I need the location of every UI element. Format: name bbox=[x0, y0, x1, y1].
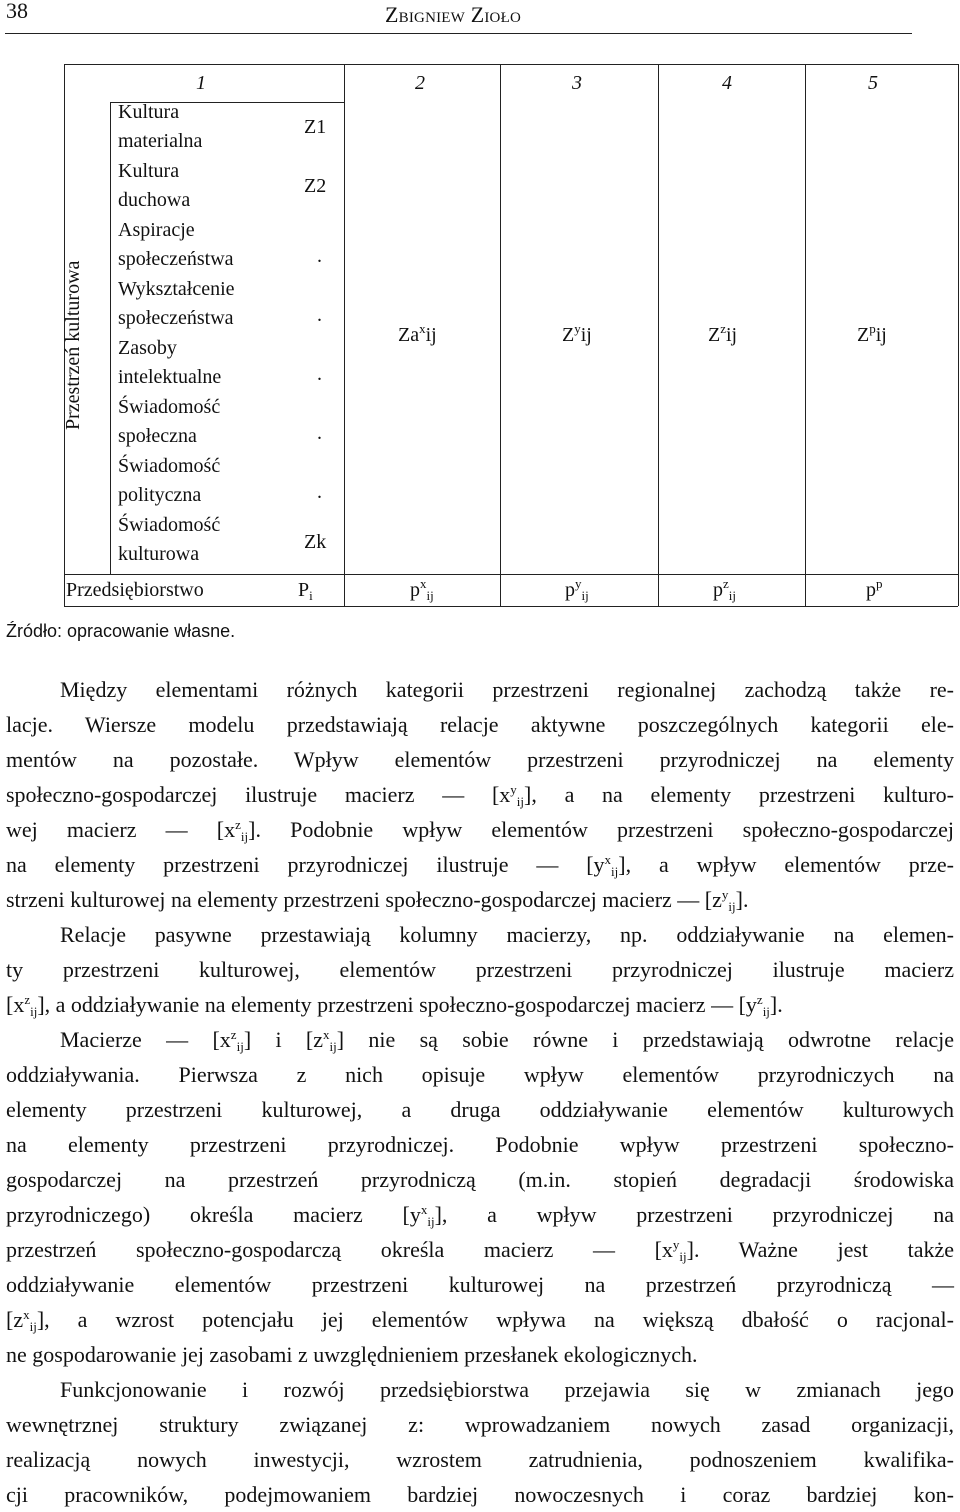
column-number-1: 1 bbox=[196, 72, 206, 94]
p2-line-3: $[x^z_{ij}]$, a oddziaływanie na elementy przestrzeni społeczno-gospodarczej macierz — $[y^z_{ij}]$. bbox=[6, 992, 783, 1019]
vertical-label: Przestrzeń kulturowa bbox=[62, 260, 84, 430]
enterprise-label: Przedsiębiorstwo bbox=[66, 579, 204, 601]
enterprise-cell-y: $p^y_{ij}$ bbox=[565, 576, 589, 603]
p2-line-2: ty przestrzeni kulturowej, elementów przestrzeni przyrodniczej ilustruje macierz bbox=[6, 957, 954, 982]
p4-line-3: realizacją nowych inwestycji, wzrostem zatrudnienia, podnoszeniem kwalifika- bbox=[6, 1447, 954, 1472]
enterprise-cell-x: $p^x_{ij}$ bbox=[410, 576, 434, 603]
row-6-label-line1: Świadomość bbox=[118, 396, 221, 418]
row-7-label-line1: Świadomość bbox=[118, 455, 221, 477]
row-7-code: . bbox=[317, 481, 322, 503]
body-text bbox=[6, 672, 954, 1512]
p3-line-3: elementy przestrzeni kulturowej, a druga oddziaływanie elementów kulturowych bbox=[6, 1097, 954, 1122]
table-border-top bbox=[64, 64, 958, 65]
p4-line-2: wewnętrznej struktury związanej z: wprowadzaniem nowych zasad organizacji, bbox=[6, 1412, 954, 1437]
row-2-code: Z2 bbox=[304, 175, 327, 197]
matrix-label-za-x: Za$^x$ij bbox=[398, 321, 437, 346]
p1-line-3: mentów na pozostałe. Wpływ elementów przestrzeni przyrodniczej na elementy bbox=[6, 747, 954, 772]
row-3-label-line1: Aspiracje bbox=[118, 219, 195, 241]
row-5-code: . bbox=[317, 363, 322, 385]
page-number: 38 bbox=[6, 0, 28, 23]
p3-line-4: na elementy przestrzeni przyrodniczej. Podobnie wpływ przestrzeni społeczno- bbox=[6, 1132, 954, 1157]
p2-line-1: Relacje pasywne przestawiają kolumny macierzy, np. oddziaływanie na elemen- bbox=[60, 922, 954, 947]
table-border-right bbox=[958, 64, 959, 606]
row-4-label-line2: społeczeństwa bbox=[118, 307, 234, 329]
running-head: Zbigniew Zioło bbox=[385, 2, 521, 27]
row-5-label-line1: Zasoby bbox=[118, 337, 177, 359]
row-8-label-line2: kulturowa bbox=[118, 543, 200, 565]
enterprise-cell-z: $p^z_{ij}$ bbox=[713, 576, 737, 603]
p3-line-6: przyrodniczego) określa macierz $[y^x_{ij}]$, a wpływ przestrzeni przyrodniczej na bbox=[6, 1202, 954, 1229]
p1-line-1: Między elementami różnych kategorii przestrzeni regionalnej zachodzą także re- bbox=[60, 677, 954, 702]
col-divider-3 bbox=[500, 64, 501, 606]
row-4-label-line1: Wykształcenie bbox=[118, 278, 235, 300]
row-8-label-line1: Świadomość bbox=[118, 514, 221, 536]
row-2-label-line1: Kultura bbox=[118, 160, 180, 182]
col-divider-2 bbox=[344, 64, 345, 606]
table-border-bottom bbox=[64, 606, 958, 607]
row-3-label-line2: społeczeństwa bbox=[118, 248, 234, 270]
enterprise-row-divider bbox=[64, 574, 958, 575]
matrix-label-z-y: $Z^yij$ bbox=[562, 321, 592, 346]
matrix-label-z-p: $Z^pij$ bbox=[857, 321, 887, 346]
row-1-label-line2: materialna bbox=[118, 130, 203, 152]
row-1-code: Z1 bbox=[304, 116, 327, 138]
column-number-5: 5 bbox=[868, 72, 878, 94]
p1-line-4: społeczno-gospodarczej ilustruje macierz — $[x^y_{ij}]$, a na elementy przestrzeni kulturo- bbox=[6, 782, 954, 809]
row-3-code: . bbox=[317, 245, 322, 267]
row-8-code: Zk bbox=[304, 531, 327, 553]
row-2-label-line2: duchowa bbox=[118, 189, 191, 211]
source-note: Źródło: opracowanie własne. bbox=[6, 621, 236, 641]
row-6-label-line2: społeczna bbox=[118, 425, 197, 447]
row-1-label-line1: Kultura bbox=[118, 101, 180, 123]
row-7-label-line2: polityczna bbox=[118, 484, 202, 506]
col-divider-5 bbox=[805, 64, 806, 606]
enterprise-code: $P_i$ bbox=[298, 579, 313, 603]
column-number-2: 2 bbox=[415, 72, 425, 94]
row-4-code: . bbox=[317, 304, 322, 326]
p4-line-1: Funkcjonowanie i rozwój przedsiębiorstwa przejawia się w zmianach jego bbox=[60, 1377, 954, 1402]
col-divider-4 bbox=[658, 64, 659, 606]
p3-line-9: $[z^x_{ij}]$, a wzrost potencjału jej elementów wpływa na większą dbałość o racjonal- bbox=[6, 1307, 954, 1334]
p3-line-7: przestrzeń społeczno-gospodarczą określa macierz — $[x^y_{ij}]$. Ważne jest także bbox=[6, 1237, 955, 1264]
p4-line-4: cji pracowników, podejmowaniem bardziej nowoczesnych i coraz bardziej kon- bbox=[6, 1482, 954, 1507]
row-6-code: . bbox=[317, 422, 322, 444]
p3-line-10: ne gospodarowanie jej zasobami z uwzględnieniem przesłanek ekologicznych. bbox=[6, 1342, 698, 1367]
p3-line-2: oddziaływania. Pierwsza z nich opisuje wpływ elementów przyrodniczych na bbox=[6, 1062, 954, 1087]
enterprise-cell-p: $p^p$ bbox=[866, 576, 883, 601]
p3-line-1: Macierze — $[x^z_{ij}]$ i $[z^x_{ij}]$ nie są sobie równe i przedstawiają odwrotne relacje bbox=[60, 1027, 955, 1054]
p1-line-6: na elementy przestrzeni przyrodniczej ilustruje — $[y^x_{ij}]$, a wpływ elementów prze- bbox=[6, 852, 954, 879]
row-5-label-line2: intelektualne bbox=[118, 366, 222, 388]
matrix-label-z-z: $Z^zij$ bbox=[708, 321, 738, 346]
label-divider bbox=[110, 102, 111, 574]
p3-line-5: gospodarczej na przestrzeń przyrodniczą (m.in. stopień degradacji środowiska bbox=[6, 1167, 954, 1192]
p1-line-5: wej macierz — $[x^z_{ij}]$. Podobnie wpływ elementów przestrzeni społeczno-gospodarczej bbox=[6, 817, 954, 844]
p1-line-7: strzeni kulturowej na elementy przestrzeni społeczno-gospodarczej macierz — $[z^y_{ij}]$. bbox=[6, 887, 749, 914]
column-number-3: 3 bbox=[572, 72, 582, 94]
p1-line-2: lacje. Wiersze modelu przedstawiają relacje aktywne poszczególnych kategorii ele- bbox=[6, 712, 954, 737]
page-header bbox=[0, 0, 960, 34]
header-rule bbox=[5, 33, 912, 34]
p3-line-8: oddziaływanie elementów przestrzeni kulturowej na przestrzeń przyrodniczą — bbox=[6, 1272, 954, 1297]
column-number-4: 4 bbox=[722, 72, 732, 94]
